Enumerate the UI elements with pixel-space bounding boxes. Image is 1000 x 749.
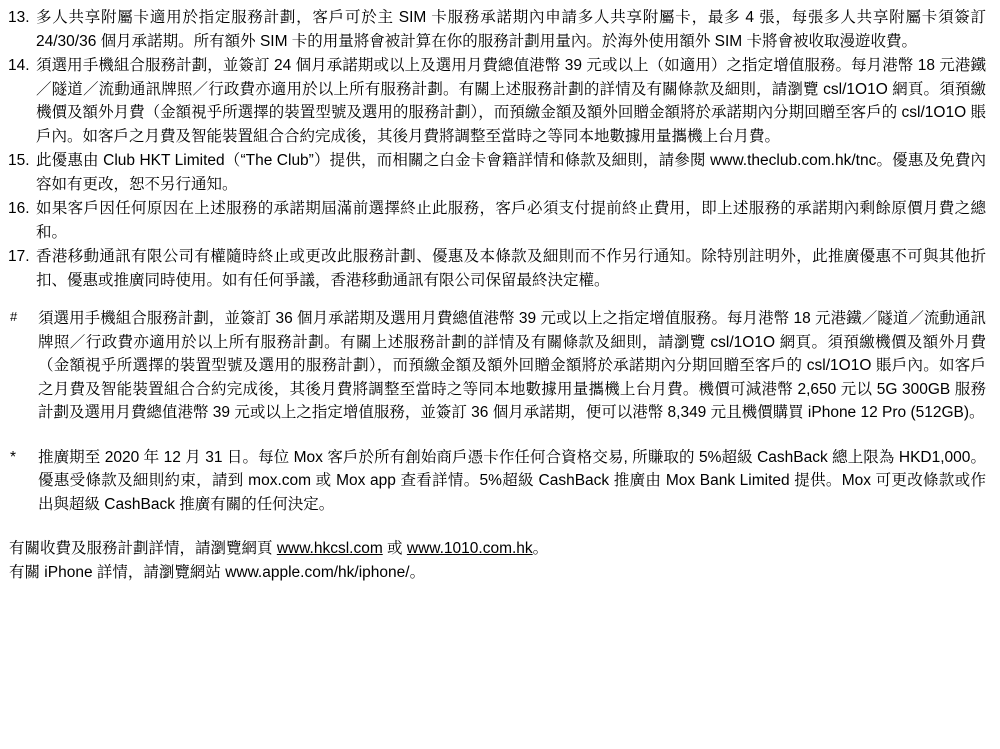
footnote-text: 推廣期至 2020 年 12 月 31 日。每位 Mox 客戶於所有創始商戶憑卡作任何合資格交易, 所賺取的 5%超級 CashBack 總上限為 HKD1,000。優惠受條款及細則約束，請到 mox.com 或 Mox app 查看詳情。5%超級 CashBack 推廣由 Mox Bank Limited 提供。Mox 可更改條款或作出與超級 CashBack 推廣有關的任何決定。 — [38, 448, 986, 513]
list-item-text: 香港移動通訊有限公司有權隨時終止或更改此服務計劃、優惠及本條款及細則而不作另行通知。除特別註明外，此推廣優惠不可與其他折扣、優惠或推廣同時使用。如有任何爭議，香港移動通訊有限公司保留最終決定權。 — [36, 248, 986, 289]
footer-prefix: 有關收費及服務計劃詳情，請瀏覽網頁 — [9, 540, 277, 557]
list-item — [8, 245, 986, 292]
footer-line-iphone — [8, 561, 986, 585]
list-item — [8, 149, 986, 196]
list-item — [8, 6, 986, 53]
footer-suffix: 。 — [409, 564, 426, 581]
footnote-text: 須選用手機組合服務計劃，並簽訂 36 個月承諾期及選用月費總值港幣 39 元或以上之指定增值服務。每月港幣 18 元港鐵／隧道／流動通訊牌照／行政費亦適用於以上所有服務計劃。有關上述服務計劃的詳情及有關條款及細則，請瀏覽 csl/1O1O 網頁。須預繳機價及額外月費（金額視乎所選擇的裝置型號及選用的服務計劃），而預繳金額及額外回贈金額將於承諾期內分期回贈至客戶的 csl/1O1O 賬戶內。如客戶之月費及智能裝置組合合約完成後，其後月費將調整至當時之等同本地數據用量攜機上台月費。機價可減港幣 2,650 元以 5G 300GB 服務計劃及選用月費總值港幣 39 元或以上之指定增值服務，並簽訂 36 個月承諾期，便可以港幣 8,349 元且機價購買 iPhone 12 Pro (512GB)。 — [38, 310, 986, 421]
list-item-text: 此優惠由 Club HKT Limited（“The Club”）提供，而相關之白金卡會籍詳情和條款及細則，請參閱 www.theclub.com.hk/tnc。優惠及免費內容如有更改，恕不另行通知。 — [36, 152, 986, 193]
footnote-marker: * — [10, 448, 17, 466]
link-apple-iphone[interactable]: www.apple.com/hk/iphone/ — [225, 564, 410, 581]
spacer — [8, 426, 986, 446]
list-item — [8, 197, 986, 244]
footer-line-plans — [8, 537, 986, 561]
list-marker: 16. — [8, 200, 30, 217]
footer-prefix: 有關 iPhone 詳情，請瀏覽網站 — [9, 564, 226, 581]
list-marker: 17. — [8, 248, 30, 265]
spacer — [8, 293, 986, 307]
list-item-text: 如果客戶因任何原因在上述服務的承諾期屆滿前選擇終止此服務，客戶必須支付提前終止費用，即上述服務的承諾期內剩餘原價月費之總和。 — [36, 200, 986, 241]
spacer — [8, 517, 986, 537]
footnote-marker: # — [10, 309, 18, 324]
footer-middle: 或 — [382, 540, 407, 557]
footnote-item — [8, 446, 986, 517]
footnote-item — [8, 307, 986, 425]
list-item — [8, 54, 986, 148]
list-marker: 13. — [8, 9, 30, 26]
list-marker: 14. — [8, 57, 30, 74]
list-marker: 15. — [8, 152, 30, 169]
link-hkcsl[interactable]: www.hkcsl.com — [276, 540, 383, 557]
list-item-text: 須選用手機組合服務計劃，並簽訂 24 個月承諾期或以上及選用月費總值港幣 39 元或以上（如適用）之指定增值服務。每月港幣 18 元港鐵／隧道／流動通訊牌照／行政費亦適用於以上所有服務計劃。有關上述服務計劃的詳情及有關條款及細則，請瀏覽 csl/1O1O 網頁。須預繳機價及額外月費（金額視乎所選擇的裝置型號及選用的服務計劃），而預繳金額及額外回贈金額將於承諾期內分期回贈至客戶的 csl/1O1O 賬戶內。如客戶之月費及智能裝置組合合約完成後，其後月費將調整至當時之等同本地數據用量攜機上台月費。 — [36, 57, 986, 145]
footer-suffix: 。 — [532, 540, 549, 557]
list-item-text: 多人共享附屬卡適用於指定服務計劃，客戶可於主 SIM 卡服務承諾期內申請多人共享附屬卡，最多 4 張，每張多人共享附屬卡須簽訂 24/30/36 個月承諾期。所有額外 SIM 卡的用量將會被計算在你的服務計劃用量內。於海外使用額外 SIM 卡將會被收取漫遊收費。 — [36, 9, 986, 50]
link-1010[interactable]: www.1010.com.hk — [406, 540, 533, 557]
